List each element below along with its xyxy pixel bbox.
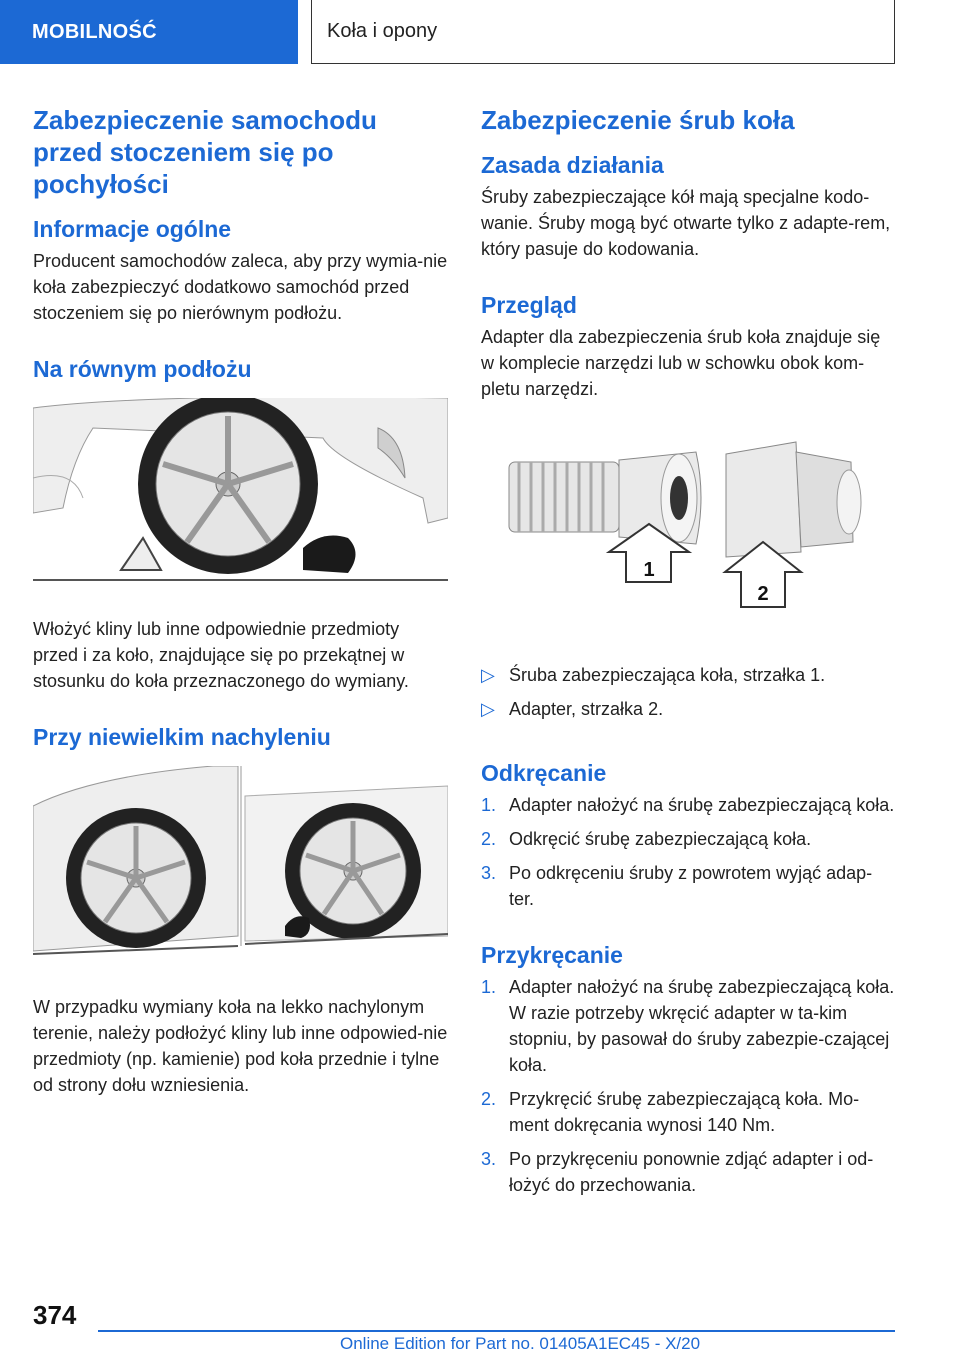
wheel-chock-flat-image (33, 398, 448, 588)
footer-divider (98, 1330, 895, 1332)
screw-in-steps (481, 974, 896, 1198)
paragraph-principle: Śruby zabezpieczające kół mają specjalne kodo-wanie. Śruby mogą być otwarte tylko z adapte-rem, który pasuje do kodowania. (481, 187, 891, 259)
chapter-label: Koła i opony (327, 20, 438, 42)
step-number: 3. (481, 863, 497, 883)
step-number: 2. (481, 829, 497, 849)
overview-item-adapter (481, 696, 896, 722)
step-number: 1. (481, 795, 497, 815)
chapter-title (311, 0, 895, 64)
screw-in-step (481, 1086, 896, 1138)
step-text: Przykręcić śrubę zabezpieczającą koła. Mo-ment dokręcania wynosi 140 Nm. (509, 1089, 860, 1135)
unscrew-step (481, 792, 896, 818)
step-text: Po odkręceniu śruby z powrotem wyjąć adap-ter. (509, 863, 873, 909)
right-column (481, 104, 896, 1206)
page-number: 374 (33, 1300, 77, 1330)
callout-2-label: 2 (757, 583, 769, 605)
unscrew-step (481, 826, 896, 852)
step-number: 3. (481, 1149, 497, 1169)
section-tab: MOBILNOŚĆ (0, 0, 298, 64)
step-text: Adapter nałożyć na śrubę zabezpieczającą koła. W razie potrzeby wkręcić adapter w ta-kim stopniu, by pasował do śruby zabezpie-czającej koła. (509, 977, 895, 1075)
overview-item-text: Adapter, strzałka 2. (509, 699, 664, 719)
callout-1-label: 1 (643, 559, 655, 581)
paragraph-overview: Adapter dla zabezpieczenia śrub koła znajduje się w komplecie narzędzi lub w schowku obok kom-pletu narzędzi. (481, 327, 881, 399)
step-text: Odkręcić śrubę zabezpieczającą koła. (509, 829, 812, 849)
wheel-chock-slope-image (33, 766, 448, 966)
heading-screw-in: Przykręcanie (481, 942, 623, 968)
wheel-chock-slope-illustration (33, 766, 448, 966)
arrow-bullet-icon: ▷ (481, 699, 495, 719)
unscrew-step (481, 860, 896, 912)
paragraph-flat-ground: Włożyć kliny lub inne odpowiednie przedmioty przed i za koło, znajdujące się po przekątnej w stosunku do koła przeznaczonego do wymiany. (33, 619, 409, 691)
step-text: Po przykręceniu ponownie zdjąć adapter i od-łożyć do przechowania. (509, 1149, 874, 1195)
heading-general: Informacje ogólne (33, 216, 232, 242)
paragraph-slight-slope: W przypadku wymiany koła na lekko nachylonym terenie, należy podłożyć kliny lub inne odpowied-nie przedmioty (np. kamienie) pod koła przednie i tylne od strony dołu wzniesienia. (33, 997, 448, 1095)
paragraph-general: Producent samochodów zaleca, aby przy wymia-nie koła zabezpieczyć dodatkowo samochód przed stoczeniem się po nierównym podłożu. (33, 251, 448, 323)
bolt-adapter-image (481, 432, 896, 632)
heading-principle: Zasada działania (481, 152, 664, 178)
bolt-adapter-illustration (481, 432, 896, 632)
heading-slight-slope: Przy niewielkim nachyleniu (33, 724, 331, 750)
overview-list (481, 662, 896, 722)
screw-in-step (481, 974, 896, 1078)
heading-overview: Przegląd (481, 292, 577, 318)
section-title-rolling: Zabezpieczenie samochodu przed stoczeniem się po pochyłości (33, 105, 377, 199)
arrow-bullet-icon: ▷ (481, 665, 495, 685)
heading-unscrew: Odkręcanie (481, 760, 607, 786)
heading-flat-ground: Na równym podłożu (33, 356, 252, 382)
overview-item-text: Śruba zabezpieczająca koła, strzałka 1. (509, 665, 826, 685)
step-text: Adapter nałożyć na śrubę zabezpieczającą koła. (509, 795, 895, 815)
step-number: 2. (481, 1089, 497, 1109)
overview-item-bolt (481, 662, 896, 688)
step-number: 1. (481, 977, 497, 997)
wheel-chock-flat-illustration (33, 398, 448, 588)
unscrew-steps (481, 792, 896, 912)
section-title-wheel-bolts: Zabezpieczenie śrub koła (481, 105, 795, 135)
footer-edition: Online Edition for Part no. 01405A1EC45 - X/20 (340, 1334, 701, 1353)
left-column (33, 104, 448, 1098)
screw-in-step (481, 1146, 896, 1198)
